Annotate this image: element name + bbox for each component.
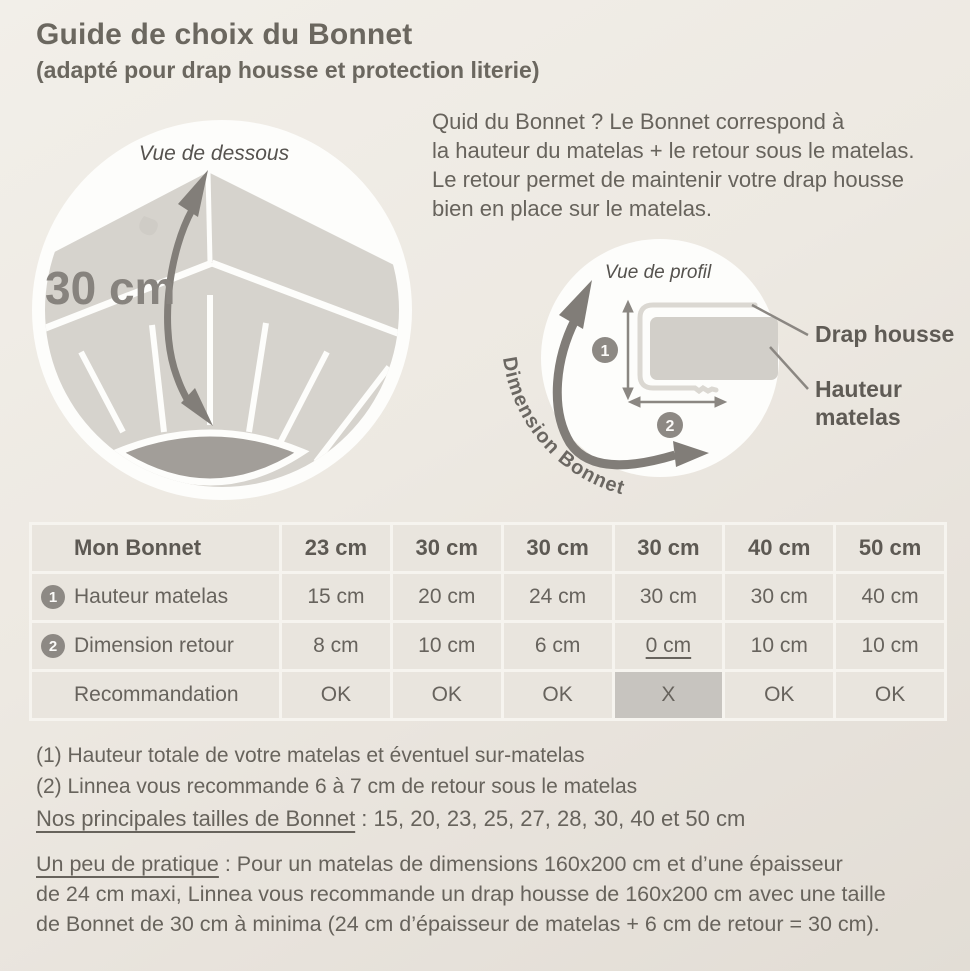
table-cell: 8 cm: [282, 623, 390, 669]
table-row-label: Recommandation: [32, 672, 279, 718]
page-title: Guide de choix du Bonnet: [36, 18, 413, 51]
sizes-line: [36, 806, 745, 832]
table-cell: 15 cm: [282, 574, 390, 620]
table-cell: OK: [836, 672, 944, 718]
practice-line-1-rest: : Pour un matelas de dimensions 160x200 cm et d’une épaisseur: [218, 852, 843, 876]
table-cell: OK: [393, 672, 501, 718]
footnotes: [36, 740, 637, 802]
table-cell: OK: [282, 672, 390, 718]
practice-line-2: de 24 cm maxi, Linnea vous recommande un drap housse de 160x200 cm avec une taille: [36, 882, 886, 906]
marker-1-label: 1: [600, 343, 610, 360]
bottom-view-diagram: [32, 120, 412, 500]
footnote-1: (1) Hauteur totale de votre matelas et éventuel sur-matelas: [36, 744, 585, 767]
table-header-cell: 30 cm: [393, 525, 501, 571]
table-header-cell: 50 cm: [836, 525, 944, 571]
sizes-line-rest: : 15, 20, 23, 25, 27, 28, 30, 40 et 50 cm: [355, 806, 746, 831]
hauteur-matelas-label-line2: matelas: [815, 404, 901, 430]
intro-line: Le retour permet de maintenir votre drap housse: [432, 167, 905, 192]
underlined-value: 0 cm: [645, 634, 692, 657]
dimension-bonnet-curved-label: Dimension Bonnet: [497, 355, 628, 500]
table-row-label: [32, 623, 279, 669]
marker-2-badge: 2: [41, 634, 65, 658]
intro-line: la hauteur du matelas + le retour sous le matelas.: [432, 138, 915, 163]
bottom-view-caption: Vue de dessous: [138, 142, 290, 165]
table-row-label: [32, 574, 279, 620]
table-cell: 6 cm: [504, 623, 612, 669]
practice-paragraph: [36, 849, 886, 939]
bonnet-table: [29, 522, 947, 721]
table-cell: 40 cm: [836, 574, 944, 620]
practice-line-1: [36, 849, 886, 879]
table-cell: 10 cm: [725, 623, 833, 669]
table-cell: 20 cm: [393, 574, 501, 620]
table-cell: 24 cm: [504, 574, 612, 620]
table-header-cell: 30 cm: [504, 525, 612, 571]
page-subtitle: (adapté pour drap housse et protection literie): [36, 57, 540, 83]
intro-text: [432, 107, 914, 223]
mattress-shape: [650, 317, 778, 380]
bonnet-measurement-label: 30 cm: [45, 262, 176, 314]
row-label-text: Dimension retour: [74, 634, 234, 657]
table-header-cell: 30 cm: [615, 525, 723, 571]
table-header-label: Mon Bonnet: [32, 525, 279, 571]
table-cell: OK: [504, 672, 612, 718]
table-cell-rejected: X: [615, 672, 723, 718]
row-label-text: Hauteur matelas: [74, 585, 229, 608]
profile-view-diagram: [495, 225, 965, 515]
table-cell: OK: [725, 672, 833, 718]
table-header-cell: 40 cm: [725, 525, 833, 571]
marker-1-badge: 1: [41, 585, 65, 609]
intro-line: bien en place sur le matelas.: [432, 196, 713, 221]
table-cell: 30 cm: [725, 574, 833, 620]
table-header-cell: 23 cm: [282, 525, 390, 571]
hauteur-matelas-label-line1: Hauteur: [815, 376, 902, 402]
table-cell: 30 cm: [615, 574, 723, 620]
marker-2-label: 2: [665, 418, 675, 435]
table-cell: 10 cm: [393, 623, 501, 669]
table-cell: [615, 623, 723, 669]
drap-housse-label: Drap housse: [815, 321, 955, 347]
practice-line-3: de Bonnet de 30 cm à minima (24 cm d’épaisseur de matelas + 6 cm de retour = 30 cm).: [36, 912, 880, 936]
profile-view-caption: Vue de profil: [604, 262, 712, 283]
sizes-line-underlined: Nos principales tailles de Bonnet: [36, 806, 356, 831]
table-cell: 10 cm: [836, 623, 944, 669]
intro-line: Quid du Bonnet ? Le Bonnet correspond à: [432, 109, 845, 134]
footnote-2: (2) Linnea vous recommande 6 à 7 cm de retour sous le matelas: [36, 775, 638, 798]
practice-underlined: Un peu de pratique: [36, 852, 219, 876]
